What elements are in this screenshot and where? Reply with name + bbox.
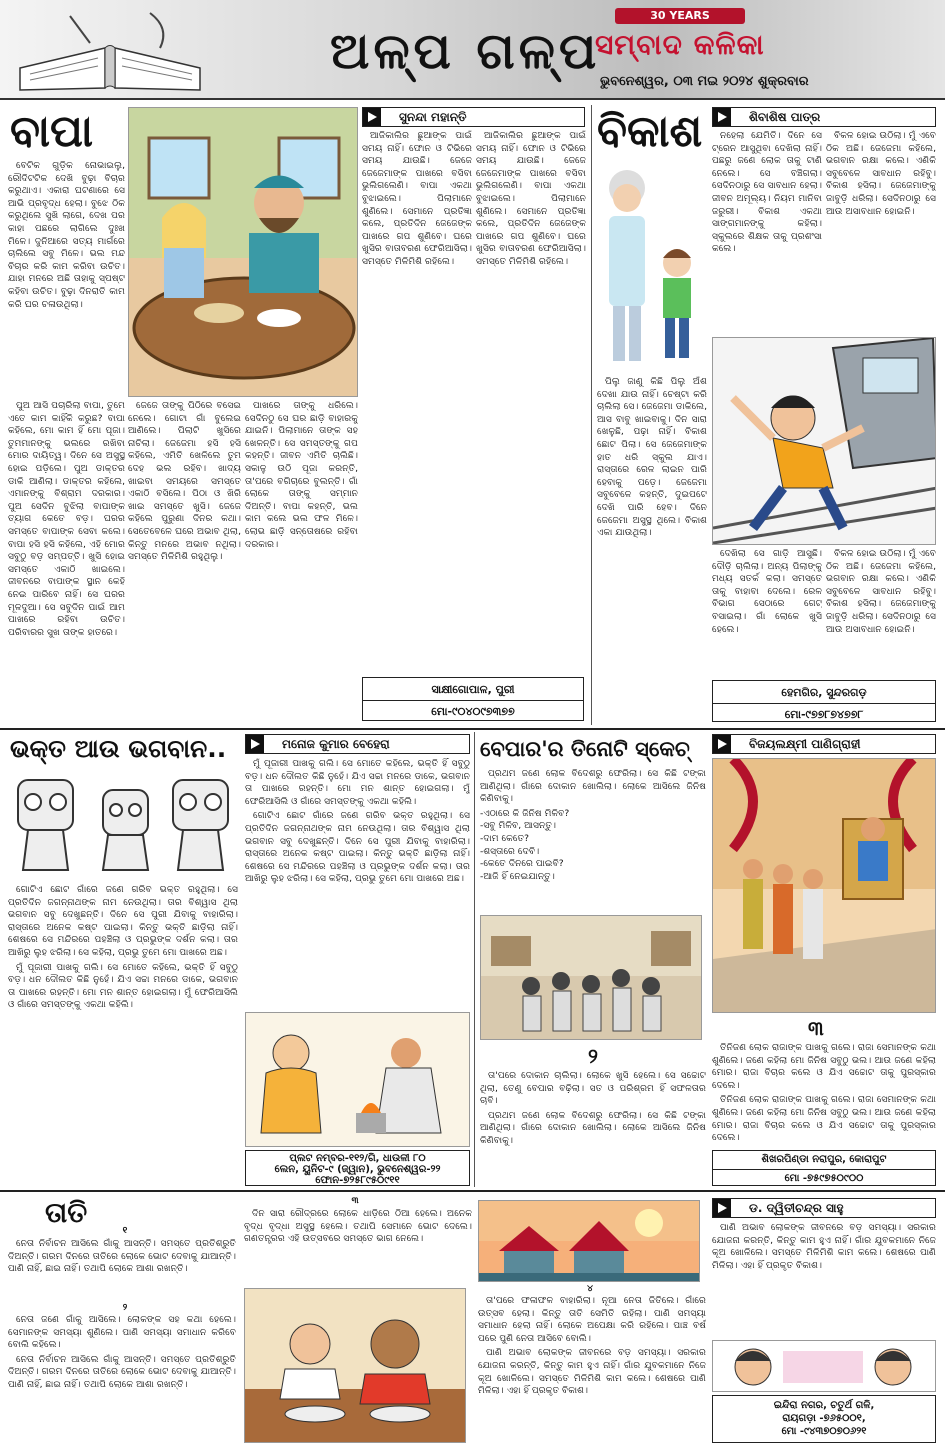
tati-faces-illustration — [712, 1340, 936, 1392]
bepara-text-bottom: ତା'ପରେ ଦୋକାନ ଚାଲିଲା। ଲୋକେ ଖୁସି ହେଲେ। ସେ ସଚ୍ଚୋଟ ଥିଲା, ତେଣୁ ବେପାର ବଢ଼ିଲା। ସତ ଓ ପରିଶ୍ରମ ହିଁ ସଫଳତାର ଚାବି। ପ୍ରଥମ ଜଣେ ଲୋକ ବିଦେଶରୁ ଫେରିଲା। ସେ କିଛି ଟଙ୍କା ଆଣିଥିଲା। ଗାଁରେ ଦୋକାନ ଖୋଲିଲା। ଲୋକେ ଆସିଲେ ଜିନିଷ କିଣିବାକୁ। — [480, 1070, 706, 1146]
brand-logo — [595, 8, 765, 68]
bapa-column-3: ପାଖରେ ତାଙ୍କୁ ଧରିଲେ। ସେଦିନଠୁ ସେ ଘର ଛାଡ଼ି ବାହାରକୁ ଯାଇନି। ପିଲାମାନେ ତାଙ୍କ ସହ ଖେଳନ୍ତି। ସେ ସମସ୍ତଙ୍କୁ ଗପ କହନ୍ତି। ଜୀବନ ଏମିତି ଚାଲିଛି। ସକାଳୁ ଉଠି ପୂଜା କରନ୍ତି, ତା'ପରେ ବଗିଚାରେ ବୁଲନ୍ତି। ଗାଁ ଲୋକେ ତାଙ୍କୁ ସମ୍ମାନ ଦିଅନ୍ତି। ବାପା କହନ୍ତି, ଭଲ କାମ କଲେ ଭଲ ଫଳ ମିଳେ। ଲୋଭ ଛାଡ଼ି ସନ୍ତୋଷରେ ରହିବା ଦରକାର। — [245, 400, 358, 550]
column-divider — [474, 732, 475, 1187]
bapa-column-2: ଜେଜେ ତାଙ୍କୁ ପିଠିରେ ବସେଇ ନେଲେ। ଗୋଟା ଗାଁ ବୁଲେଇ ଆଣିଲେ। ପିଲାଟି ଖୁସିରେ ନାଚିଲା। ଜେଜେମା ହସି ହସି କହିଲେ, ଏମିତି ଖେଳିଲେ ତୁମ ଦେହ ଭଲ ରହିବ। ଖାଦ୍ୟ ଖାଇବା ସମୟରେ ସମସ୍ତେ ଏକାଠି ବସିଲେ। ପିଠା ଓ ଖିରି ଖାଇ ସମସ୍ତେ ଖୁସି। ଜେଜେ କହିଲେ ପୁରୁଣା ଦିନର କଥା। ସେତେବେଳେ ଘରେ ଅଭାବ ଥିଲା, କିନ୍ତୁ ମନରେ ଅଭାବ ନଥିଲା। ସମସ୍ତେ ମିଳିମିଶି ରହୁଥିଲୁ। — [128, 400, 241, 563]
tati-column-3: ତା'ପରେ ଫଳାଫଳ ବାହାରିଲା। ନୂଆ ନେତା ଜିତିଲେ। ଗାଁରେ ଉତ୍ସବ ହେଲା। କିନ୍ତୁ ତାତି ସେମିତି ରହିଲା। ପାଣି ସମସ୍ୟା ସମାଧାନ ହେଲା ନାହିଁ। ଲୋକେ ଅପେକ୍ଷା କରି ରହିଲେ। ପାଞ୍ଚ ବର୍ଷ ପରେ ପୁଣି ନେତା ଆସିବେ ବୋଲି। ପାଣି ଅଭାବ ଲୋକଙ୍କ ଜୀବନରେ ବଡ଼ ସମସ୍ୟା। ସରକାର ଯୋଜନା କରନ୍ତି, କିନ୍ତୁ କାମ ହୁଏ ନାହିଁ। ଗାଁର ଯୁବକମାନେ ନିଜେ କୂଅ ଖୋଳିଲେ। ସମସ୍ତେ ମିଳିମିଶି କାମ କଲେ। ଶେଷରେ ପାଣି ମିଳିଲା। ଏହା ହିଁ ପ୍ରକୃତ ବିକାଶ। — [478, 1295, 706, 1397]
masthead — [0, 0, 945, 100]
bikash-family-illustration — [597, 158, 707, 373]
author-box-bapa: ସାକ୍ଷୀଗୋପାଳ, ପୁରୀ ମୋ-୯୦୪୦୯୭୩୭୭ — [362, 677, 584, 721]
jagannath-triad-illustration — [8, 770, 238, 880]
bijay-text: ତିନିଜଣ ଲୋକ ରାଜାଙ୍କ ପାଖକୁ ଗଲେ। ରାଜା ସେମାନଙ୍କ କଥା ଶୁଣିଲେ। ଜଣେ କହିଲା ମୋ ଜିନିଷ ସବୁଠୁ ଭଲ। ଆଉ ଜଣେ କହିଲା ମୋର। ରାଜା ବିଚାର କଲେ ଓ ଯିଏ ସଚ୍ଚୋଟ ତାକୁ ପୁରସ୍କାର ଦେଲେ। ତିନିଜଣ ଲୋକ ରାଜାଙ୍କ ପାଖକୁ ଗଲେ। ରାଜା ସେମାନଙ୍କ କଥା ଶୁଣିଲେ। ଜଣେ କହିଲା ମୋ ଜିନିଷ ସବୁଠୁ ଭଲ। ଆଉ ଜଣେ କହିଲା ମୋର। ରାଜା ବିଚାର କଲେ ଓ ଯିଏ ସଚ୍ଚୋଟ ତାକୁ ପୁରସ୍କାର ଦେଲେ। — [712, 1042, 936, 1144]
story-title-bikash: ବିକାଶ — [597, 106, 703, 157]
author-box-bhakta: ପ୍ଲଟ ନମ୍ବର-୧୧୨/ଗି, ଧାଉଳୀ ୮୦ ଲେନ, ୟୁନିଟ-୯ (ଜ୍ୱାନ), ଭୁବନେଶ୍ୱର-୨୨ ଫୋନ-୭୨୫୮୯୫୦୯୧୧ — [245, 1150, 470, 1186]
author-byline-bapa: ସୁନନ୍ଦା ମହାନ୍ତି — [362, 107, 585, 127]
bhakta-column-2: ମୁଁ ପୂଜାରୀ ପାଖକୁ ଗଲି। ସେ ମୋତେ କହିଲେ, ଭକ୍ତି ହିଁ ସବୁଠୁ ବଡ଼। ଧନ ଦୌଲତ କିଛି ନୁହେଁ। ଯିଏ ସଚ୍ଚା ମନରେ ଡାକେ, ଭଗବାନ ତା ପାଖରେ ରହନ୍ତି। ମୋ ମନ ଶାନ୍ତ ହୋଇଗଲା। ମୁଁ ଫେରିଆସିଲି ଓ ଗାଁରେ ସମସ୍ତଙ୍କୁ ଏକଥା କହିଲି। ଗୋଟିଏ ଛୋଟ ଗାଁରେ ଜଣେ ଗରିବ ଭକ୍ତ ରହୁଥିଲା। ସେ ପ୍ରତିଦିନ ଜଗନ୍ନାଥଙ୍କ ନାମ ନେଉଥିଲା। ତାର ବିଶ୍ୱାସ ଥିଲା ଭଗବାନ ସବୁ ଦେଖୁଛନ୍ତି। ଦିନେ ସେ ପୁରୀ ଯିବାକୁ ବାହାରିଲା। ରାସ୍ତାରେ ଅନେକ କଷ୍ଟ ପାଇଲା। କିନ୍ତୁ ଭକ୍ତି ଛାଡ଼ିଲା ନାହିଁ। ଶେଷରେ ସେ ମନ୍ଦିରରେ ପହଞ୍ଚିଲା ଓ ପ୍ରଭୁଙ୍କ ଦର୍ଶନ କଲା। ତାର ଆଖିରୁ ଲୁହ ଝରିଲା। ସେ କହିଲା, ପ୍ରଭୁ ତୁମେ ମୋ ପାଖରେ ଅଛ। — [245, 758, 470, 885]
sketch-number-2: ୨ — [588, 1044, 598, 1068]
tati-temple-illustration — [478, 1200, 700, 1282]
bapa-column-1-top: ବେଟିକ ଗୁଡ଼ିକ ନୋଭାଇଲୁ, ରୌଦିଟଟିକ ଦେଖି ବୁଢ଼ା ବିଚାର କରୁଥାଏ। ଏକାରା ଘଟଣାରେ ସେ ଆଭି ପ୍ରବୃଦ୍ଧ ହେଲା। ବୁଝେ ଠିକ କରୁଥିଲେ ସୁଖି ଲାଗେ, ଦେଖ ପର କାହା ପଛରେ ଲାଗିଲେ ଦୁଃଖ ମିଳେ। ଦୁନିଆରେ ସତ୍ୟ ମାର୍ଗରେ ଚାଲିଲେ ସବୁ ମିଳେ। ଭଲ ମନ୍ଦ ବିଚାର କରି କାମ କରିବା ଉଚିତ। ଯାହା ମନରେ ଅଛି ତାହାକୁ ସ୍ପଷ୍ଟ କହିବା ଉଚିତ। ବୁଢ଼ା ଦିନରାତି କାମ କରି ଘର ଚଳାଉଥିଲା। — [8, 160, 125, 310]
tati-column-1b: ନେତା ଜଣେ ଗାଁକୁ ଆସିଲେ। ଲୋକଙ୍କ ସହ କଥା ହେଲେ। ସେମାନଙ୍କ ସମସ୍ୟା ଶୁଣିଲେ। ପାଣି ସମସ୍ୟା ସମାଧାନ କରିବେ ବୋଲି କହିଲେ। ନେତା ନିର୍ବାଚନ ଆସିଲେ ଗାଁକୁ ଆସନ୍ତି। ସମସ୍ତେ ପ୍ରତିଶ୍ରୁତି ଦିଅନ୍ତି। ଗରମ ଦିନରେ ତାତିରେ ଲୋକେ ଭୋଟ ଦେବାକୁ ଯାଆନ୍ତି। ପାଣି ନାହିଁ, ଛାଇ ନାହିଁ। ତଥାପି ଲୋକେ ଆଶା ରଖନ୍ତି। — [8, 1314, 236, 1390]
section-number-2: ୨ — [122, 1303, 128, 1313]
column-divider — [591, 105, 592, 725]
bepara-text-top: ପ୍ରଥମ ଜଣେ ଲୋକ ବିଦେଶରୁ ଫେରିଲା। ସେ କିଛି ଟଙ୍କା ଆଣିଥିଲା। ଗାଁରେ ଦୋକାନ ଖୋଲିଲା। ଲୋକେ ଆସିଲେ ଜିନିଷ କିଣିବାକୁ। -ଏଠାରେ କି ଜିନିଷ ମିଳିବ? -ସବୁ ମିଳିବ, ଆସନ୍ତୁ। -ଦାମ କେତେ? -ଶସ୍ତାରେ ଦେବି। -କେତେ ଦିନରେ ପାଇବି? -ଆଜି ହିଁ ନେଇଯାନ୍ତୁ। — [480, 768, 706, 882]
bhakta-column-1: ଗୋଟିଏ ଛୋଟ ଗାଁରେ ଜଣେ ଗରିବ ଭକ୍ତ ରହୁଥିଲା। ସେ ପ୍ରତିଦିନ ଜଗନ୍ନାଥଙ୍କ ନାମ ନେଉଥିଲା। ତାର ବିଶ୍ୱାସ ଥିଲା ଭଗବାନ ସବୁ ଦେଖୁଛନ୍ତି। ଦିନେ ସେ ପୁରୀ ଯିବାକୁ ବାହାରିଲା। ରାସ୍ତାରେ ଅନେକ କଷ୍ଟ ପାଇଲା। କିନ୍ତୁ ଭକ୍ତି ଛାଡ଼ିଲା ନାହିଁ। ଶେଷରେ ସେ ମନ୍ଦିରରେ ପହଞ୍ଚିଲା ଓ ପ୍ରଭୁଙ୍କ ଦର୍ଶନ କଲା। ତାର ଆଖିରୁ ଲୁହ ଝରିଲା। ସେ କହିଲା, ପ୍ରଭୁ ତୁମେ ମୋ ପାଖରେ ଅଛ। ମୁଁ ପୂଜାରୀ ପାଖକୁ ଗଲି। ସେ ମୋତେ କହିଲେ, ଭକ୍ତି ହିଁ ସବୁଠୁ ବଡ଼। ଧନ ଦୌଲତ କିଛି ନୁହେଁ। ଯିଏ ସଚ୍ଚା ମନରେ ଡାକେ, ଭଗବାନ ତା ପାଖରେ ରହନ୍ତି। ମୋ ମନ ଶାନ୍ତ ହୋଇଗଲା। ମୁଁ ଫେରିଆସିଲି ଓ ଗାଁରେ ସମସ୍ତଙ୍କୁ ଏକଥା କହିଲି। — [8, 884, 238, 1011]
bhakta-illustration — [245, 1012, 470, 1147]
section-number-4: ୪ — [587, 1284, 593, 1294]
bapa-illustration — [128, 107, 358, 397]
author-box-tati: ଇନ୍ଦିରା ନଗର, ଚତୁର୍ଥ ଗଳି, ରାୟଗଡ଼ା -୭୬୫୦୦୧, ମୋ -୯୪୩୭୦୭୦୬୨୧ — [712, 1395, 936, 1443]
bapa-column-4: ଆଜିକାଲିର ଛୁଆଙ୍କ ପାଇଁ ସମୟ ନାହିଁ। ଫୋନ ଓ ଟିଭିରେ ସମୟ ଯାଉଛି। ଜେଜେ ଜେଜେମାଙ୍କ ପାଖରେ ବସିବା ଭୁଲିଗଲେଣି। ବାପା ଏକଥା ବୁଝାଇଲେ। ପିଲାମାନେ ଶୁଣିଲେ। ସେମାନେ ପ୍ରତିଜ୍ଞା କଲେ, ପ୍ରତିଦିନ ଜେଜେଙ୍କ ପାଖରେ ଗପ ଶୁଣିବେ। ଘରେ ଖୁସିର ବାତାବରଣ ଫେରିଆସିଲା। ସମସ୍ତେ ମିଳିମିଶି ରହିଲେ। — [362, 130, 472, 267]
story-title-tati: ତାତି — [45, 1196, 88, 1229]
open-book-icon — [10, 8, 210, 94]
bikash-column-1: ପିଲୁ ଜାଣୁ କିଛି ପିଲୁ ଅଁଶ ଦେଖା ଯାଉ ନାହିଁ। ଚେଷ୍ଟା କରି ଚାଲିଲା ସେ। ଜେଜେମା ଡାକିଲେ, ଆସ ବାବୁ ଖାଇବାକୁ। ଦିନ ସାରା ଖେଳୁଛି, ପଢ଼ା ନାହିଁ। ବିକାଶ ଛୋଟ ପିଲା। ସେ ଜେଜେମାଙ୍କ ହାତ ଧରି ସ୍କୁଲ ଯାଏ। ରାସ୍ତାରେ ରେଳ ଲାଇନ ପାରି ହେବାକୁ ପଡ଼େ। ଜେଜେମା ସବୁବେଳେ କହନ୍ତି, ଦୁଇପଟେ ଦେଖି ପାରି ହେବ। ଦିନେ ଜେଜେମା ଅସୁସ୍ଥ ଥିଲେ। ବିକାଶ ଏକା ଯାଉଥିଲା। — [597, 376, 707, 539]
bapa-column-1-bottom: ପୁଅ ଆସି ପଚାରିଲା ବାପା, ତୁମେ ଏତେ କାମ କାହିଁକି କରୁଛ? ବାପା କହିଲେ, ମୋ କାମ ହିଁ ମୋ ପୂଜା। ତୁମମାନଙ୍କୁ ଭଲରେ ରଖିବା ମୋର ଦାୟିତ୍ୱ। ଦିନେ ସେ ଅସୁସ୍ଥ ହୋଇ ପଡ଼ିଲେ। ପୁଅ ଡାକ୍ତର ଡାକି ଆଣିଲା। ଡାକ୍ତର କହିଲେ, ଏମାନଙ୍କୁ ବିଶ୍ରାମ ଦରକାର। ପୁଅ ସେଦିନ ବୁଝିଲା ବାପାଙ୍କ ତ୍ୟାଗ କେତେ ବଡ଼। ଘରର ସମସ୍ତେ ବାପାଙ୍କ ସେବା କଲେ। ବାପା ହସି ହସି କହିଲେ, ଏହି ମୋର ସବୁଠୁ ବଡ଼ ସମ୍ପତ୍ତି। ଖୁସି ହୋଇ ସମସ୍ତେ ଏକାଠି ଖାଇଲେ। ଜୀବନରେ ବାପାଙ୍କ ସ୍ଥାନ କେହି ନେଇ ପାରିବେ ନାହିଁ। ସେ ଘରର ମୂଳଦୁଆ। ସେ ସବୁଦିନ ପାଇଁ ଆମ ପାଖରେ ରହିବା ଉଚିତ। ପରିବାରର ସୁଖ ତାଙ୍କ ହାତରେ। — [8, 400, 125, 638]
dateline: ଭୁବନେଶ୍ୱର, ୦୩ ମଇ ୨୦୨୪ ଶୁକ୍ରବାର — [600, 74, 809, 89]
story-title-bhakta: ଭକ୍ତ ଆଉ ଭଗବାନ.. — [10, 734, 227, 763]
bikash-column-5: ବିକଳ ହୋଇ ଉଠିଲା। ମୁଁ ଏବେ ଠିକ ଅଛି। ଜେଜେମା କହିଲେ, ଭଗବାନ ରକ୍ଷା କଲେ। ଏଣିକି ସବୁବେଳେ ସାବଧାନ ରହିବୁ। ବିକାଶ ହସିଲା। ଜେଜେମାଙ୍କୁ ଜାବୁଡ଼ି ଧରିଲା। ସେଦିନଠାରୁ ସେ ଆଉ ଅସାବଧାନ ହୋଇନି। — [826, 548, 936, 635]
bikash-column-2: ନହେଲା ଯେମିତି। ଦିନେ ସେ ଟ୍ରେନ ଆସୁଥିବା ଦେଖିଲା ନାହିଁ। ପଛରୁ ଜଣେ ଲୋକ ତାକୁ ଟାଣି ନେଲେ। ସେ ବଞ୍ଚିଗଲା। ସେଦିନଠାରୁ ସେ ସାବଧାନ ହେଲା। ଜୀବନ ଅମୂଲ୍ୟ। ନିୟମ ମାନିବା ଜରୁରୀ। ବିକାଶ ଏକଥା ସାଙ୍ଗମାନଙ୍କୁ କହିଲା। ସ୍କୁଲରେ ଶିକ୍ଷକ ତାକୁ ପ୍ରଶଂସା କଲେ। — [712, 130, 822, 255]
story-title-bapa: ବାପା — [10, 106, 93, 157]
bijay-court-illustration — [712, 758, 936, 1013]
bikash-column-4: ଦେଖିଲା ସେ ଗାଡ଼ି ଆସୁଛି। ଦୌଡ଼ି ଚାଲିଲା। ଅନ୍ୟ ପିଲାଙ୍କୁ ମଧ୍ୟ ସତର୍କ କଲା। ସମସ୍ତେ ତାକୁ ବାହାବା ଦେଲେ। ରେଳ ବିଭାଗ ସେଠାରେ ଗେଟ୍ ବସାଇଲା। ଗାଁ ଲୋକେ ଖୁସି ହେଲେ। — [712, 548, 822, 635]
tati-eating-illustration — [244, 1288, 466, 1443]
tati-column-2: ଦିନ ସାରା ରୌଦ୍ରରେ ଲୋକେ ଧାଡ଼ିରେ ଠିଆ ହେଲେ। ଅନେକ ବୃଦ୍ଧ ବୃଦ୍ଧା ଅସୁସ୍ଥ ହେଲେ। ତଥାପି ସେମାନେ ଭୋଟ ଦେଲେ। ଗଣତନ୍ତ୍ରର ଏହି ଉତ୍ସବରେ ସମସ୍ତେ ଭାଗ ନେଲେ। — [244, 1208, 472, 1245]
bepara-illustration — [480, 915, 702, 1040]
brand-name: ସମ୍ବାଦ କଳିକା — [595, 28, 765, 61]
section-divider — [0, 1190, 945, 1192]
author-box-bikash: ହେମଗିର, ସୁନ୍ଦରଗଡ଼ ମୋ-୯୭୭୮୭୪୭୭୮ — [712, 680, 936, 722]
author-byline-tati: ଡ. ଦ୍ୱିତୀଚନ୍ଦ୍ର ସାହୁ — [712, 1198, 936, 1218]
author-byline-bijay: ବିଜୟଲକ୍ଷ୍ମୀ ପାଣିଗ୍ରାହୀ — [712, 734, 936, 754]
section-number-3: ୩ — [351, 1196, 359, 1206]
tati-column-1: ନେତା ନିର୍ବାଚନ ଆସିଲେ ଗାଁକୁ ଆସନ୍ତି। ସମସ୍ତେ ପ୍ରତିଶ୍ରୁତି ଦିଅନ୍ତି। ଗରମ ଦିନରେ ତାତିରେ ଲୋକେ ଭୋଟ ଦେବାକୁ ଯାଆନ୍ତି। ପାଣି ନାହିଁ, ଛାଇ ନାହିଁ। ତଥାପି ଲୋକେ ଆଶା ରଖନ୍ତି। — [8, 1238, 236, 1275]
sketch-number-3: ୩ — [808, 1016, 824, 1040]
section-number-1: ୧ — [122, 1226, 128, 1236]
author-byline-bikash: ଶିବାଶିଷ ପାତ୍ର — [712, 107, 936, 127]
section-divider — [0, 728, 945, 730]
bapa-column-5: ଆଜିକାଲିର ଛୁଆଙ୍କ ପାଇଁ ସମୟ ନାହିଁ। ଫୋନ ଓ ଟିଭିରେ ସମୟ ଯାଉଛି। ଜେଜେ ଜେଜେମାଙ୍କ ପାଖରେ ବସିବା ଭୁଲିଗଲେଣି। ବାପା ଏକଥା ବୁଝାଇଲେ। ପିଲାମାନେ ଶୁଣିଲେ। ସେମାନେ ପ୍ରତିଜ୍ଞା କଲେ, ପ୍ରତିଦିନ ଜେଜେଙ୍କ ପାଖରେ ଗପ ଶୁଣିବେ। ଘରେ ଖୁସିର ବାତାବରଣ ଫେରିଆସିଲା। ସମସ୍ତେ ମିଳିମିଶି ରହିଲେ। — [476, 130, 586, 267]
years-badge: 30 YEARS — [615, 8, 745, 24]
author-byline-bhakta: ମନୋଜ କୁମାର ବେହେରା — [245, 734, 470, 754]
story-title-bepara: ବେପାର'ର ତିନୋଟି ସ୍କେଚ୍ — [480, 737, 690, 761]
tati-column-4: ପାଣି ଅଭାବ ଲୋକଙ୍କ ଜୀବନରେ ବଡ଼ ସମସ୍ୟା। ସରକାର ଯୋଜନା କରନ୍ତି, କିନ୍ତୁ କାମ ହୁଏ ନାହିଁ। ଗାଁର ଯୁବକମାନେ ନିଜେ କୂଅ ଖୋଳିଲେ। ସମସ୍ତେ ମିଳିମିଶି କାମ କଲେ। ଶେଷରେ ପାଣି ମିଳିଲା। ଏହା ହିଁ ପ୍ରକୃତ ବିକାଶ। — [712, 1222, 936, 1271]
bikash-train-illustration — [712, 337, 936, 545]
section-title: ଅଳ୍ପ ଗଳ୍ପ — [330, 22, 601, 80]
author-box-bijay: ଶିଖରପିଣ୍ଡା ନରାପୁର, କୋରାପୁଟ ମୋ -୭୫୯୭୫୦୯୦୦ — [712, 1150, 936, 1186]
bikash-column-3: ବିକଳ ହୋଇ ଉଠିଲା। ମୁଁ ଏବେ ଠିକ ଅଛି। ଜେଜେମା କହିଲେ, ଭଗବାନ ରକ୍ଷା କଲେ। ଏଣିକି ସବୁବେଳେ ସାବଧାନ ରହିବୁ। ବିକାଶ ହସିଲା। ଜେଜେମାଙ୍କୁ ଜାବୁଡ଼ି ଧରିଲା। ସେଦିନଠାରୁ ସେ ଆଉ ଅସାବଧାନ ହୋଇନି। — [826, 130, 936, 217]
